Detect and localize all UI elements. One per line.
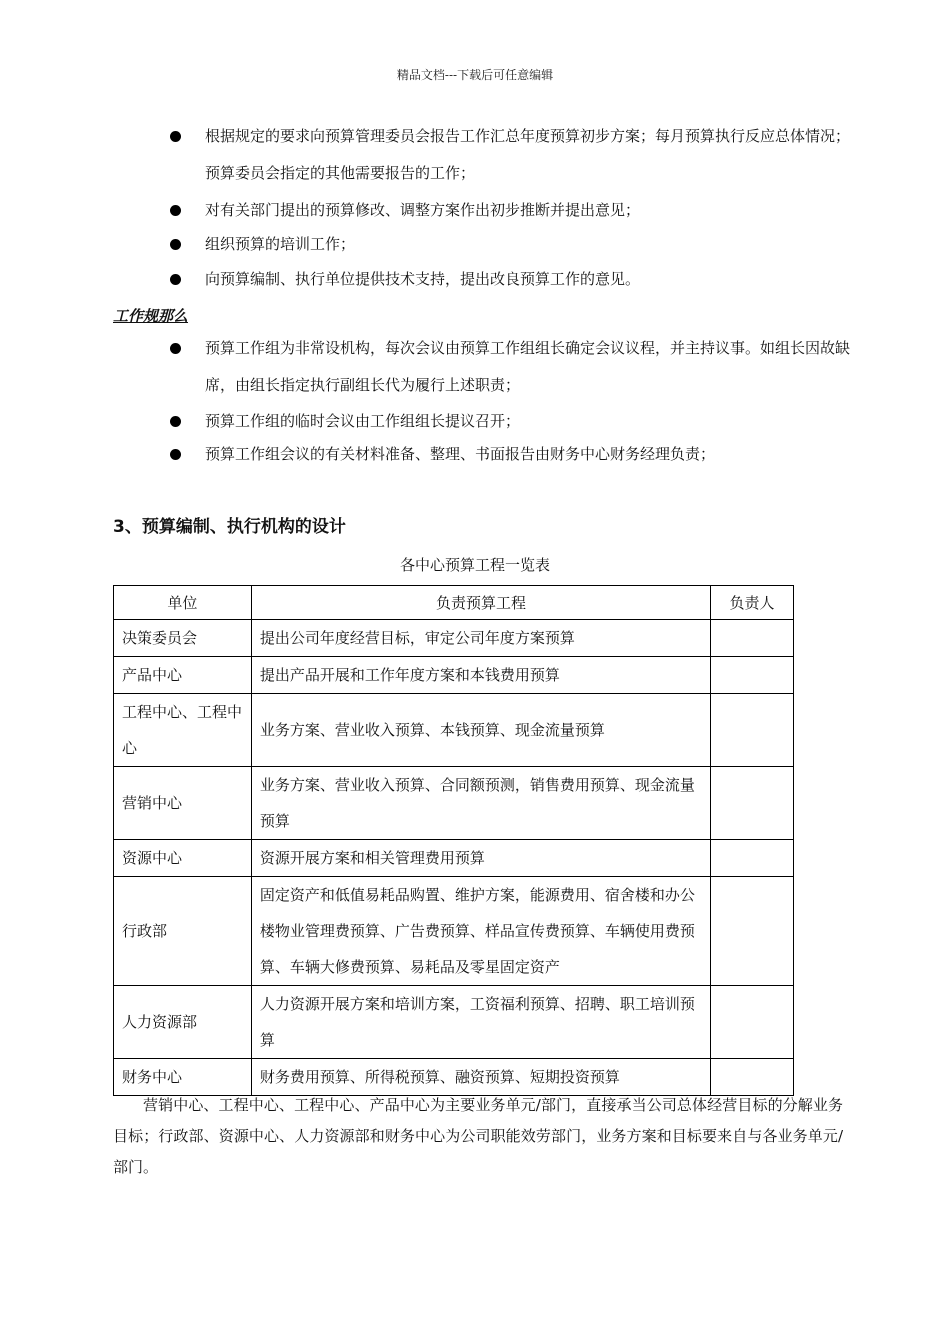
bullet-text: 组织预算的培训工作；: [205, 235, 356, 253]
table-caption: 各中心预算工程一览表: [399, 556, 550, 574]
cell-owner: [711, 657, 794, 694]
table-row: [114, 657, 794, 694]
cell-items: 提出产品开展和工作年度方案和本钱费用预算: [251, 657, 710, 694]
header-unit: 单位: [114, 586, 252, 620]
page-header: 精品文档---下载后可任意编辑: [396, 68, 554, 82]
cell-owner: [711, 840, 794, 877]
cell-unit: 产品中心: [114, 657, 252, 694]
subheading-work-rules: 工作规那么: [113, 307, 189, 325]
header-items: 负责预算工程: [251, 586, 710, 620]
cell-items: 提出公司年度经营目标，审定公司年度方案预算: [251, 620, 710, 657]
bullet-icon: [170, 416, 181, 427]
table-row: [114, 840, 794, 877]
cell-items: 人力资源开展方案和培训方案，工资福利预算、招聘、职工培训预算: [251, 986, 710, 1059]
cell-items: 资源开展方案和相关管理费用预算: [251, 840, 710, 877]
bullet-icon: [170, 239, 181, 250]
cell-unit: 决策委员会: [114, 620, 252, 657]
cell-owner: [711, 694, 794, 767]
cell-owner: [711, 767, 794, 840]
cell-unit: 营销中心: [114, 767, 252, 840]
bullet-text: 预算工作组的临时会议由工作组组长提议召开；: [205, 412, 521, 430]
cell-items: 财务费用预算、所得税预算、融资预算、短期投资预算: [251, 1059, 710, 1096]
bullet-item: [170, 261, 850, 298]
table-row: [114, 694, 794, 767]
cell-unit: 工程中心、工程中心: [114, 694, 252, 767]
bullet-text: 预算工作组为非常设机构，每次会议由预算工作组组长确定会议议程，并主持议事。如组长因故缺席，由组长指定执行副组长代为履行上述职责；: [205, 339, 851, 394]
bullet-text: 对有关部门提出的预算修改、调整方案作出初步推断并提出意见；: [205, 201, 641, 219]
bullet-icon: [170, 131, 181, 142]
table-header-row: [114, 586, 794, 620]
bullet-text: 预算工作组会议的有关材料准备、整理、书面报告由财务中心财务经理负责；: [205, 445, 716, 463]
cell-unit: 人力资源部: [114, 986, 252, 1059]
cell-owner: [711, 986, 794, 1059]
cell-items: 固定资产和低值易耗品购置、维护方案，能源费用、宿舍楼和办公楼物业管理费预算、广告费预算、样品宣传费预算、车辆使用费预算、车辆大修费预算、易耗品及零星固定资产: [251, 877, 710, 986]
bullet-icon: [170, 449, 181, 460]
cell-unit: 财务中心: [114, 1059, 252, 1096]
cell-unit: 行政部: [114, 877, 252, 986]
summary-paragraph: 营销中心、工程中心、工程中心、产品中心为主要业务单元/部门，直接承当公司总体经营目标的分解业务目标；行政部、资源中心、人力资源部和财务中心为公司职能效劳部门，业务方案和目标要来自与各业务单元/部门。: [113, 1096, 843, 1176]
bullet-item: [170, 330, 850, 404]
bullet-icon: [170, 343, 181, 354]
section-title: 3、预算编制、执行机构的设计: [113, 517, 346, 537]
bullet-item: [170, 403, 850, 440]
cell-items: 业务方案、营业收入预算、合同额预测，销售费用预算、现金流量预算: [251, 767, 710, 840]
bullet-item: [170, 118, 850, 192]
cell-items: 业务方案、营业收入预算、本钱预算、现金流量预算: [251, 694, 710, 767]
cell-unit: 资源中心: [114, 840, 252, 877]
table-row: [114, 620, 794, 657]
bullet-icon: [170, 274, 181, 285]
bullet-item: [170, 192, 850, 229]
cell-owner: [711, 877, 794, 986]
table-row: [114, 877, 794, 986]
header-owner: 负责人: [711, 586, 794, 620]
bullet-item: [170, 436, 850, 473]
budget-table: [113, 585, 794, 1096]
table-row: [114, 986, 794, 1059]
cell-owner: [711, 620, 794, 657]
bullet-text: 根据规定的要求向预算管理委员会报告工作汇总年度预算初步方案；每月预算执行反应总体情况；预算委员会指定的其他需要报告的工作；: [205, 127, 851, 182]
bullet-text: 向预算编制、执行单位提供技术支持，提出改良预算工作的意见。: [205, 270, 641, 288]
bullet-icon: [170, 205, 181, 216]
table-row: [114, 767, 794, 840]
bullet-item: [170, 226, 850, 263]
